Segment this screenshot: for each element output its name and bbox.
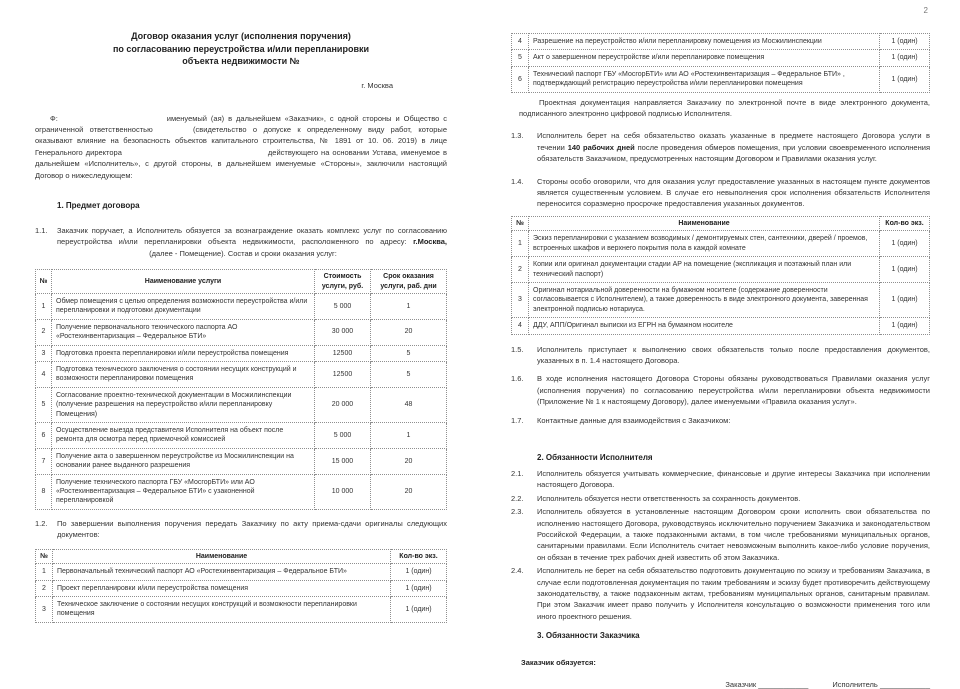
section-2-heading: 2. Обязанности Исполнителя [537,452,653,462]
service-name: Осуществление выезда представителя Исполнителя на объект после ремонта для осмотра перед приемочной комиссией [52,423,315,449]
document-qty: 1 (один) [880,66,930,92]
service-cost: 12500 [315,362,371,388]
table-row [36,345,447,361]
clause-2-4 [511,565,930,622]
clause-1-1-city-bold: г.Москва, [413,237,447,247]
document-name: Техническое заключение о состоянии несущих конструкций и возможности перепланировки помещения [53,596,391,622]
clause-2-3 [511,506,930,563]
clause-1-6-number: 1.6. [511,374,524,384]
services-col-num: № [36,270,52,294]
clause-1-1-pre: Заказчик поручает, а Исполнитель обязуется за вознаграждение оказать комплекс услуг по согласованию переустройства и/или перепланировки объекта недвижимости, расположенного по адресу: [57,225,447,247]
document-qty: 1 (один) [391,596,447,622]
clause-1-5-text: Исполнитель приступает к выполнению своих обязательств только после предоставления документов, указанных в п. 1.4 настоящего Договора. [537,344,930,365]
service-name: Подготовка проекта перепланировки и/или переустройства помещения [52,345,315,361]
document-qty: 1 (один) [391,580,447,596]
table-row [512,282,930,317]
clause-1-1 [35,225,447,259]
required-name: Эскиз перепланировки с указанием возводимых / демонтируемых стен, сантехники, дверей / проемов, встроенных шкафов и верхнего покрытия пола в каждой комнате [529,231,880,257]
clause-2-4-text: Исполнитель не берет на себя обязательство подготовить документацию по эскизу и требованиям Заказчика, в случае если подготовленная документация по таким требованиям и эскизу будет противоречить действующему законодательству, а также подзаконным актам, требованиям муниципальных органов, санитарным правилам. При этом Заказчик имеет право получить у Исполнителя консультацию о возможности применения того или иного проектного решения. [537,566,930,621]
service-term: 5 [371,345,447,361]
table-row [36,387,447,422]
customer-obliges-heading: Заказчик обязуется: [521,658,596,668]
document-name: Проект перепланировки и/или переустройства помещения [53,580,391,596]
table-row [36,423,447,449]
required-name: Оригинал нотариальной доверенности на бумажном носителе (содержание доверенности согласовывается с Исполнителем), а также доверенность в виде электронного документа, заверенная электронной подписью нотариуса. [529,282,880,317]
clause-1-6-text: В ходе исполнения настоящего Договора Стороны обязаны руководствоваться Правилами оказания услуг (исполнения поручения) по согласованию переустройства и/или перепланировки объекта недвижимости (Приложение № 1 к настоящему Договору), далее именуемыми «Правила оказания услуг». [537,374,930,407]
required-num: 4 [512,318,529,334]
service-num: 3 [36,345,52,361]
document-num: 3 [36,596,53,622]
document-num: 5 [512,50,529,66]
service-name: Обмер помещения с целью определения возможности переустройства и/или перепланировки и подготовки документации [52,293,315,319]
documents-table-header-row [36,549,447,563]
customer-signature [725,680,808,689]
required-qty: 1 (один) [880,257,930,283]
intro-text-3: действующего на основании Устава, именуемое в дальнейшем «Исполнитель», с другой стороны, в дальнейшем именуемые «Стороны», заключили настоящий Договор о нижеследующем: [35,147,447,180]
signature-footer [511,680,930,689]
services-table-header-row [36,270,447,294]
service-term: 5 [371,362,447,388]
table-row [512,318,930,334]
service-num: 1 [36,293,52,319]
customer-signature-line: ____________ [758,680,809,689]
clause-1-7-number: 1.7. [511,415,524,425]
document-num: 1 [36,564,53,580]
city-line: г. Москва [361,80,393,90]
service-term: 1 [371,423,447,449]
service-name: Получение акта о завершенном переустройстве из Мосжилинспекции на основании ранее выданного разрешения [52,448,315,474]
page-number: 2 [923,6,928,15]
service-term: 48 [371,387,447,422]
service-num: 4 [36,362,52,388]
clause-2-3-text: Исполнитель обязуется в установленные настоящим Договором сроки исполнить свои обязательства по исполнению настоящего Договора, руководствуясь исключительно поручением Заказчика и законодательством Российской Федерации, а также подзаконными актами, в том числе требованиями муниципальных органов, санитарными правилами. Если Исполнитель считает невозможным выполнить какое-либо условие поручения, он обязан в течение трех рабочих дней известить об этом Заказчика. [537,507,930,562]
service-num: 5 [36,387,52,422]
clause-1-3-number: 1.3. [511,131,524,141]
clause-2-1 [511,468,930,491]
table-row [512,66,930,92]
required-col-num: № [512,216,529,230]
table-row [36,319,447,345]
document-name: Разрешение на переустройство и/или перепланировку помещения из Мосжилинспекции [529,34,880,50]
clause-2-2-text: Исполнитель обязуется нести ответственность за сохранность документов. [537,493,801,503]
service-name: Согласование проектно-технической документации в Мосжилинспекции (получение разрешения на переустройство и/или перепланировку Помещения) [52,387,315,422]
intro-text-1: именуемый (ая) в дальнейшем «Заказчик», с одной стороны и Общество с ограниченной ответственностью [35,113,447,134]
clause-1-4-number: 1.4. [511,176,524,186]
service-cost: 12500 [315,345,371,361]
service-num: 2 [36,319,52,345]
customer-signature-label: Заказчик [725,680,757,689]
table-row [36,564,447,580]
title-line-3: объекта недвижимости № [182,56,300,66]
clause-2-1-text: Исполнитель обязуется учитывать коммерческие, финансовые и другие интересы Заказчика при исполнении настоящего Договора. [537,468,930,490]
clause-1-3-days-bold: 140 рабочих дней [567,142,635,152]
document-num: 6 [512,66,529,92]
table-row [512,34,930,50]
required-name: ДДУ, АПП/Оригинал выписки из ЕГРН на бумажном носителе [529,318,880,334]
service-name: Получение первоначального технического паспорта АО «Ростехинвентаризация – Федеральное БТИ» [52,319,315,345]
required-col-qty: Кол-во экз. [880,216,930,230]
clause-2-3-number: 2.3. [511,507,524,517]
clause-1-7-text: Контактные данные для взаимодействия с Заказчиком: [537,415,731,425]
service-cost: 20 000 [315,387,371,422]
services-col-name: Наименование услуги [52,270,315,294]
table-row [36,596,447,622]
service-term: 20 [371,474,447,509]
executor-signature-line: ____________ [879,680,930,689]
clause-2-2 [511,493,930,504]
service-num: 6 [36,423,52,449]
clause-1-3 [511,130,930,164]
clause-1-4-text: Стороны особо оговорили, что для оказания услуг предоставление указанных в настоящем пункте документов является существенным условием. В случае его невыполнения срок исполнения обязательств Исполнителя переносится соразмерно просрочке предоставления указанных документов. [537,176,930,209]
required-col-name: Наименование [529,216,880,230]
table-row [512,50,930,66]
document-qty: 1 (один) [880,34,930,50]
documents-col-name: Наименование [53,549,391,563]
service-cost: 15 000 [315,448,371,474]
required-qty: 1 (один) [880,318,930,334]
required-name: Копии или оригинал документации стадии АР на помещение (экспликация и поэтажный план или технический паспорт) [529,257,880,283]
intro-party-initial: Ф: [50,113,58,123]
table-row [36,362,447,388]
required-documents-header-row [512,216,930,230]
document-name: Технический паспорт ГБУ «МосгорБТИ» или АО «Ростехинвентаризация – Федеральное БТИ» , подтверждающий регистрацию переустройства и/или перепланировки помещения [529,66,880,92]
clause-2-1-number: 2.1. [511,468,524,478]
clause-1-1-text [57,225,447,259]
clause-1-2-number: 1.2. [35,518,48,528]
contract-page-2 [480,0,960,689]
service-term: 20 [371,448,447,474]
service-name: Подготовка технического заключения о состоянии несущих конструкций и возможности перепланировки помещения [52,362,315,388]
contract-page-1 [0,0,480,667]
clause-1-2 [35,518,447,541]
clause-1-3-post: после проведения обмеров помещения, при условии своевременного исполнения обязательств Заказчиком, предусмотренных настоящим Договором и Правилами оказания услуг. [537,142,930,164]
title-line-1: Договор оказания услуг (исполнения поручения) [131,31,351,41]
clause-1-3-text [537,130,930,164]
documents-table [35,549,447,623]
table-row [512,231,930,257]
document-qty: 1 (один) [880,50,930,66]
services-col-cost: Стоимость услуги, руб. [315,270,371,294]
documents-col-num: № [36,549,53,563]
executor-signature-label: Исполнитель [832,680,878,689]
service-cost: 5 000 [315,293,371,319]
document-num: 4 [512,34,529,50]
title-line-2: по согласованию переустройства и/или перепланировки [112,43,370,54]
table-row [36,474,447,509]
required-qty: 1 (один) [880,231,930,257]
clause-1-1-post: (далее - Помещение). Состав и сроки оказания услуг: [147,248,337,258]
section-1-heading: 1. Предмет договора [57,200,140,210]
project-documentation-paragraph: Проектная документация направляется Заказчику по электронной почте в виде электронного документа, подписанного электронно цифровой подписью Исполнителя. [519,97,930,119]
clause-1-5 [511,344,930,367]
services-table [35,269,447,510]
required-num: 1 [512,231,529,257]
documents-table-continued [511,33,930,93]
clause-1-2-text: По завершении выполнения поручения передать Заказчику по акту приема-сдачи оригиналы следующих документов: [57,518,447,540]
clause-2-4-number: 2.4. [511,566,524,576]
document-num: 2 [36,580,53,596]
document-name: Акт о завершенном переустройстве и/или перепланировке помещения [529,50,880,66]
services-col-term: Срок оказания услуги, раб. дни [371,270,447,294]
table-row [36,293,447,319]
service-num: 7 [36,448,52,474]
clause-1-1-number: 1.1. [35,225,48,235]
service-cost: 5 000 [315,423,371,449]
required-qty: 1 (один) [880,282,930,317]
document-qty: 1 (один) [391,564,447,580]
service-num: 8 [36,474,52,509]
clause-1-7 [511,415,930,426]
service-cost: 10 000 [315,474,371,509]
clause-1-3-pre: Исполнитель берет на себя обязательство оказать указанные в предмете настоящего Договора услуги в течении [537,131,930,152]
service-term: 20 [371,319,447,345]
clause-2-2-number: 2.2. [511,493,524,503]
intro-paragraph [35,113,447,181]
service-term: 1 [371,293,447,319]
service-name: Получение технического паспорта ГБУ «МосгорБТИ» или АО «Ростехинвентаризация – Федеральное БТИ» с узаконенной перепланировкой [52,474,315,509]
table-row [36,580,447,596]
document-title [35,30,447,68]
table-row [36,448,447,474]
documents-col-qty: Кол-во экз. [391,549,447,563]
clause-1-4 [511,176,930,210]
required-num: 2 [512,257,529,283]
clause-1-5-number: 1.5. [511,344,524,354]
required-documents-table [511,216,930,335]
table-row [512,257,930,283]
executor-signature [832,680,930,689]
required-num: 3 [512,282,529,317]
service-cost: 30 000 [315,319,371,345]
intro-text-2: (свидетельство о допуске к определенному виду работ, которые оказывают влияние на безопасность объектов капитального строительства, № 1891 от 10. 06. 2019) в лице Генерального директора [35,124,447,157]
section-3-heading: 3. Обязанности Заказчика [537,631,640,641]
document-name: Первоначальный технический паспорт АО «Ростехинвентаризация – Федеральное БТИ» [53,564,391,580]
clause-1-6 [511,373,930,407]
